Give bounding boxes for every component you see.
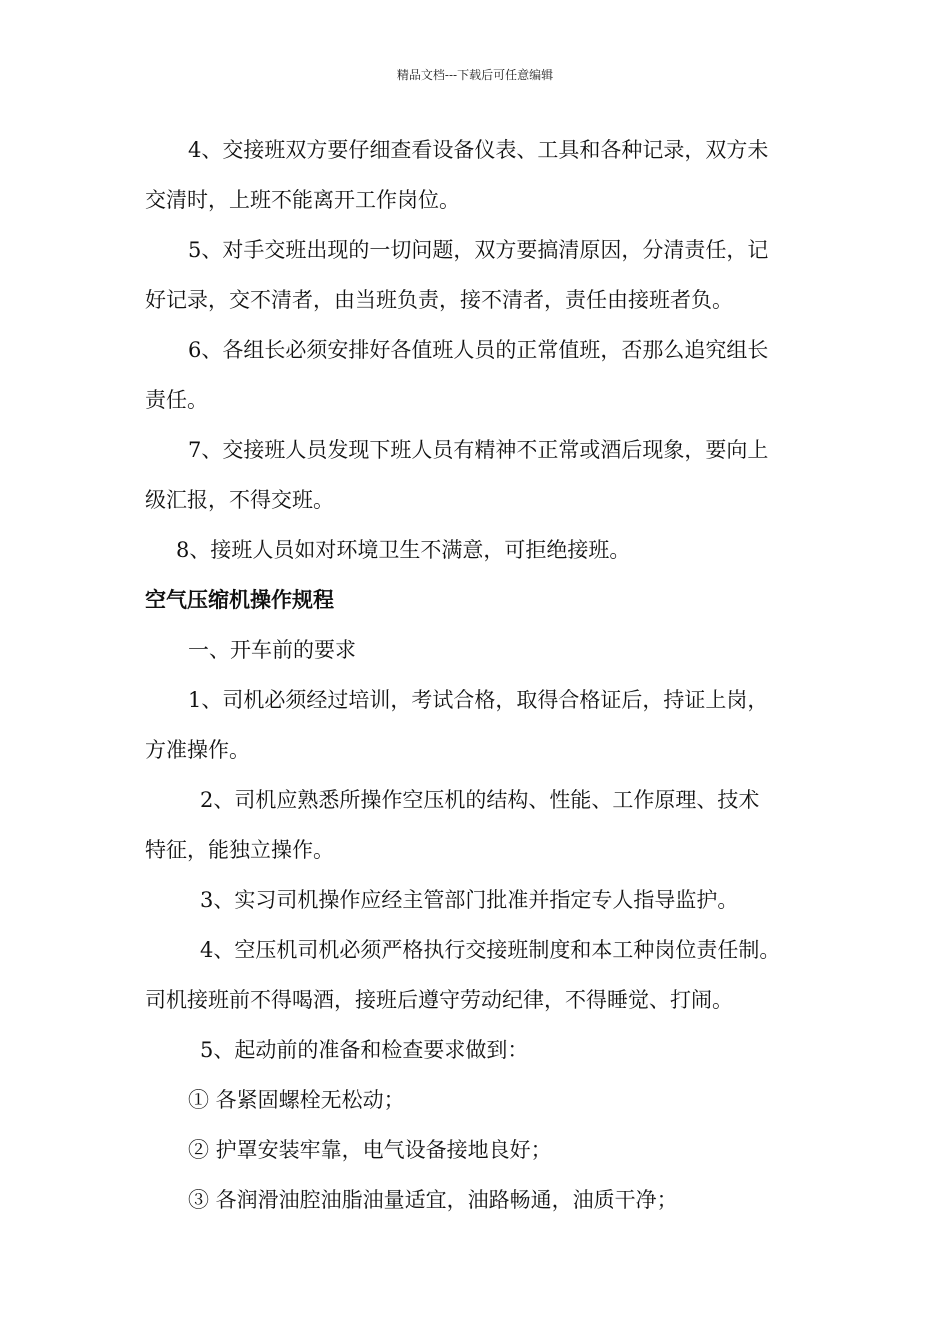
paragraph-line: 级汇报，不得交班。: [145, 488, 334, 512]
paragraph-line: 5、起动前的准备和检查要求做到：: [200, 1038, 529, 1062]
section-heading: 空气压缩机操作规程: [145, 588, 334, 612]
list-item: ① 各紧固螺栓无松动；: [188, 1088, 405, 1112]
paragraph-line: 方准操作。: [145, 738, 250, 762]
paragraph-line: 交清时，上班不能离开工作岗位。: [145, 188, 460, 212]
list-item: ② 护罩安装牢靠，电气设备接地良好；: [188, 1138, 552, 1162]
paragraph-line: 7、交接班人员发现下班人员有精神不正常或酒后现象，要向上: [188, 438, 769, 462]
paragraph-line: 好记录，交不清者，由当班负责，接不清者，责任由接班者负。: [145, 288, 733, 312]
paragraph-line: 2、司机应熟悉所操作空压机的结构、性能、工作原理、技术: [200, 788, 760, 812]
paragraph-line: 司机接班前不得喝酒，接班后遵守劳动纪律，不得睡觉、打闹。: [145, 988, 733, 1012]
paragraph-line: 8、接班人员如对环境卫生不满意，可拒绝接班。: [176, 538, 631, 562]
list-item: ③ 各润滑油腔油脂油量适宜，油路畅通，油质干净；: [188, 1188, 678, 1212]
paragraph-line: 4、交接班双方要仔细查看设备仪表、工具和各种记录，双方未: [188, 138, 769, 162]
paragraph-line: 5、对手交班出现的一切问题，双方要搞清原因，分清责任，记: [188, 238, 769, 262]
page-header: 精品文档---下载后可任意编辑: [396, 68, 554, 82]
paragraph-line: 1、司机必须经过培训，考试合格，取得合格证后，持证上岗，: [188, 688, 769, 712]
paragraph-line: 特征，能独立操作。: [145, 838, 334, 862]
paragraph-line: 责任。: [145, 388, 208, 412]
paragraph-line: 4、空压机司机必须严格执行交接班制度和本工种岗位责任制。: [200, 938, 781, 962]
paragraph-line: 3、实习司机操作应经主管部门批准并指定专人指导监护。: [200, 888, 739, 912]
subsection-heading: 一、开车前的要求: [188, 638, 356, 662]
paragraph-line: 6、各组长必须安排好各值班人员的正常值班，否那么追究组长: [188, 338, 769, 362]
